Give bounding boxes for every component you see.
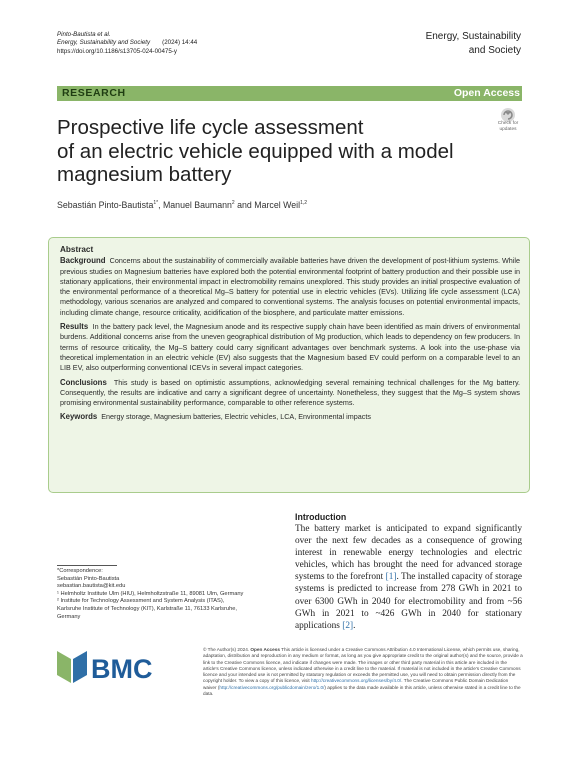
check-for-updates-label[interactable]: Check for updates xyxy=(497,121,519,132)
open-access-label: Open Access xyxy=(453,87,520,99)
citation-link[interactable]: [2] xyxy=(342,620,354,631)
header-author: Pinto-Bautista et al. xyxy=(57,31,111,38)
public-domain-link[interactable]: http://creativecommons.org/publicdomain/zero/1.0/ xyxy=(219,684,325,690)
abstract-conclusions: Conclusions This study is based on optimistic assumptions, acknowledging several remaining technical challenges for the Mg battery. Consequently, the results are indicative and carry a significant degree of uncertainty. Nonetheless, they suggest that the Mg–S system shows promising environmental sustainability performance, comparable to other reference systems. xyxy=(60,377,520,408)
abstract-background: Background Concerns about the sustainability of commercially available batteries have driven the development of post-lithium systems. While previous studies on Magnesium batteries have explored both the potential environmental footprint of battery production and their possible use in stationary applications, their environmental impact in electromobility remains unexplored. This study provides an initial prospective evaluation of the environmental performance of a theoretical Mg–S battery for potential use in electric vehicles (EVs). Utilizing life cycle assessment (LCA) methodology, various scenarios are analyzed and compared to conventional systems. The analysis focuses on potential environmental impacts, including climate change, resource criticality, acidification of the biosphere, and particulate matter emissions. xyxy=(60,256,520,317)
introduction-heading: Introduction xyxy=(295,512,347,522)
license-text: © The Author(s) 2024. Open Access This article is licensed under a Creative Commons Attribution 4.0 International License, which permits use, sharing, adaptation, distribution and reproduction in any medium or format, as long as you give appropriate credit to the original author(s) and the source, provide a link to the Creative Commons licence, and indicate if changes were made. The images or other third party material in this article are included in the article's Creative Commons licence, unless indicated otherwise in a credit line to the material. If material is not included in the article's Creative Commons licence and your intended use is not permitted by statutory regulation or exceeds the permitted use, you will need to obtain permission directly from the copyright holder. To view a copy of this licence, visit http://creativecommons.org/licenses/by/4.0/. The Creative Commons Public Domain Dedication waiver (http://creativecommons.org/publicdomain/zero/1.0/) applies to the data made available in this article, unless otherwise stated in a credit line to the data. xyxy=(203,647,523,697)
footnote-divider xyxy=(57,565,117,566)
correspondence-note: *Correspondence: Sebastián Pinto-Bautista sebastian.bautista@kit.edu ¹ Helmholtz Institute Ulm (HIU), Helmholtzstraße 11, 89081 Ulm, Germany ² Institute for Technology Assessment and System Analysis (ITAS), Karlsruhe Institute of Technology (KIT), Karlstraße 11, 76133 Karlsruhe, Germany xyxy=(57,568,282,621)
abstract-box xyxy=(48,237,530,493)
abstract-keywords: Keywords Energy storage, Magnesium batteries, Electric vehicles, LCA, Environmental impacts xyxy=(60,412,371,422)
license-link[interactable]: http://creativecommons.org/licenses/by/4.0/ xyxy=(311,678,402,684)
author-name[interactable]: Sebastián Pinto-Bautista xyxy=(57,199,154,210)
article-title: Prospective life cycle assessment of an electric vehicle equipped with a model magnesium battery xyxy=(57,116,454,186)
introduction-text: The battery market is anticipated to expand significantly over the next few decades as a consequence of growing interest in renewable energy technologies and electric vehicles, which has brought the need for advanced storage systems to the forefront [1]. The installed capacity of storage systems is predicted to increase from 278 GWh in 2021 to over 6300 GWh in 2040 for electromobility and from ~56 GWh in 2021 to ~426 GWh in 2040 for stationary applications [2]. xyxy=(295,524,522,631)
article-type-bar xyxy=(57,86,522,101)
author-list: Sebastián Pinto-Bautista$^{1*}$, Manuel Baumann$^2$ and Marcel Weil$^{1,2}$ xyxy=(57,199,308,210)
header-journal: Energy, Sustainability and Society (2024) 14:44 xyxy=(57,39,198,47)
bmc-logo xyxy=(57,647,161,687)
abstract-heading: Abstract xyxy=(60,245,94,254)
running-header xyxy=(57,31,197,56)
citation-link[interactable]: [1] xyxy=(385,572,397,583)
article-type-label: RESEARCH xyxy=(62,87,126,99)
header-doi[interactable]: https://doi.org/10.1186/s13705-024-00475-y xyxy=(57,47,177,55)
svg-text:BMC: BMC xyxy=(91,654,153,684)
correspondence-email[interactable]: sebastian.bautista@kit.edu xyxy=(57,583,126,590)
journal-name: Energy, Sustainability and Society xyxy=(425,31,521,56)
abstract-results: Results In the battery pack level, the Magnesium anode and its respective supply chain have been identified as main drivers of environmental burdens. Additional concerns arise from the uneven geographical distribution of Mg production, which leads to dependency on few producers. In terms of resource criticality, the Mg–S battery could carry significant advantages over benchmark systems. A look into the use-phase via theoretical implementation in an electric vehicle (EV) also suggests that the Magnesium based EV could perform on a comparable level to an LIB EV, also outperforming conventional ICEVs in several impact categories. xyxy=(60,322,521,373)
